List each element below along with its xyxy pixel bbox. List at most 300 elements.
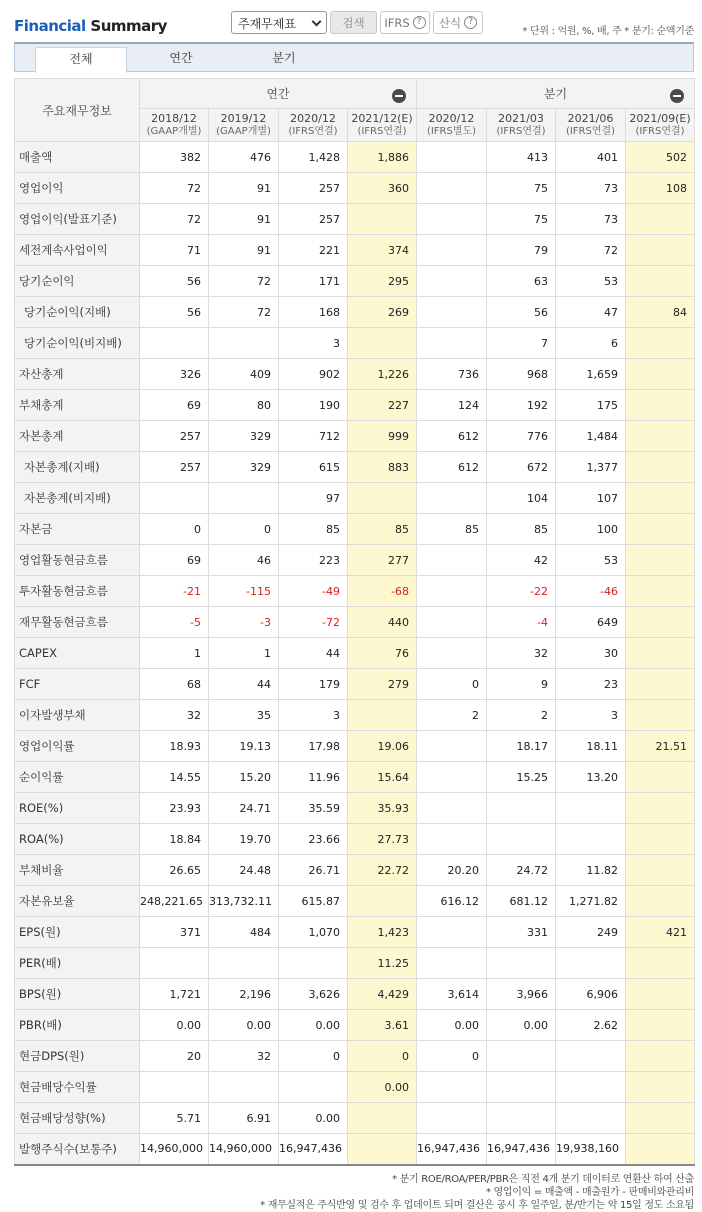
table-cell: 0.00 (279, 1010, 348, 1041)
column-period: 2019/12 (220, 112, 267, 125)
table-cell (626, 669, 695, 700)
table-row (15, 700, 695, 731)
row-label: 매출액 (15, 142, 140, 173)
table-row (15, 669, 695, 700)
table-cell (626, 545, 695, 576)
table-cell: 17.98 (279, 731, 348, 762)
table-cell: 0.00 (417, 1010, 487, 1041)
table-cell: 421 (626, 917, 695, 948)
table-cell: 3 (279, 328, 348, 359)
row-label: 투자활동현금흐름 (15, 576, 140, 607)
table-cell: 27.73 (348, 824, 417, 855)
table-cell: 0 (348, 1041, 417, 1072)
footnote-1: * 분기 ROE/ROA/PER/PBR은 직전 4개 분기 데이터로 연환산 하여 산출 (392, 1174, 694, 1185)
table-cell: 279 (348, 669, 417, 700)
formula-help-button[interactable] (433, 11, 483, 34)
table-cell: 11.96 (279, 762, 348, 793)
table-cell (140, 948, 209, 979)
table-cell: 612 (417, 421, 487, 452)
table-cell (487, 1103, 556, 1134)
search-button-label: 검색 (342, 15, 365, 30)
table-cell: 107 (556, 483, 626, 514)
row-label: 현금배당성향(%) (15, 1103, 140, 1134)
row-label: 영업이익(발표기준) (15, 204, 140, 235)
table-cell: 42 (487, 545, 556, 576)
table-cell: 80 (209, 390, 279, 421)
table-cell (140, 328, 209, 359)
table-row (15, 483, 695, 514)
table-cell: 97 (279, 483, 348, 514)
table-cell: 44 (279, 638, 348, 669)
table-row (15, 1072, 695, 1103)
quarter-group-label: 분기 (543, 87, 568, 101)
unit-note: * 단위 : 억원, %, 배, 주 * 분기: 순액기준 (522, 26, 694, 37)
table-cell: 227 (348, 390, 417, 421)
row-label: 당기순이익 (15, 266, 140, 297)
tab-all[interactable] (35, 47, 127, 73)
table-cell (626, 855, 695, 886)
table-cell: 326 (140, 359, 209, 390)
page-title (14, 17, 167, 35)
table-cell: 0.00 (279, 1103, 348, 1134)
table-cell: 249 (556, 917, 626, 948)
table-cell: 72 (140, 204, 209, 235)
table-cell (626, 1072, 695, 1103)
table-cell: 16,947,436 (487, 1134, 556, 1165)
table-cell (417, 266, 487, 297)
table-cell (626, 204, 695, 235)
table-cell: 883 (348, 452, 417, 483)
table-cell: 32 (209, 1041, 279, 1072)
column-header (417, 109, 487, 142)
table-cell (348, 886, 417, 917)
table-cell (626, 483, 695, 514)
table-row (15, 235, 695, 266)
table-cell: 24.72 (487, 855, 556, 886)
table-row (15, 886, 695, 917)
collapse-annual-icon[interactable] (392, 89, 406, 103)
table-cell: 18.84 (140, 824, 209, 855)
table-cell: 257 (140, 452, 209, 483)
table-cell: 22.72 (348, 855, 417, 886)
table-cell: 19.13 (209, 731, 279, 762)
table-cell: 68 (140, 669, 209, 700)
table-row (15, 1103, 695, 1134)
table-cell (626, 235, 695, 266)
table-cell (417, 297, 487, 328)
table-cell (626, 607, 695, 638)
table-cell: 15.64 (348, 762, 417, 793)
table-cell (209, 948, 279, 979)
table-cell: 502 (626, 142, 695, 173)
table-cell: 124 (417, 390, 487, 421)
table-cell: 3,626 (279, 979, 348, 1010)
table-cell: 413 (487, 142, 556, 173)
table-cell: 11.25 (348, 948, 417, 979)
table-row (15, 948, 695, 979)
table-cell (626, 514, 695, 545)
table-cell: 360 (348, 173, 417, 204)
table-cell: 1 (140, 638, 209, 669)
tab-quarter[interactable] (238, 47, 330, 73)
financial-summary-table (14, 78, 695, 1166)
table-cell: 0 (279, 1041, 348, 1072)
column-basis: (IFRS연결) (496, 126, 546, 137)
table-cell: 329 (209, 421, 279, 452)
row-label: 영업이익 (15, 173, 140, 204)
table-cell: 47 (556, 297, 626, 328)
table-cell: 0.00 (140, 1010, 209, 1041)
table-cell: -115 (209, 576, 279, 607)
row-label: BPS(원) (15, 979, 140, 1010)
table-cell: 11.82 (556, 855, 626, 886)
row-label: 당기순이익(지배) (15, 297, 140, 328)
tab-all-label: 전체 (69, 52, 93, 66)
table-cell: -4 (487, 607, 556, 638)
table-cell: -3 (209, 607, 279, 638)
row-label: 세전계속사업이익 (15, 235, 140, 266)
table-cell: 15.20 (209, 762, 279, 793)
table-cell (626, 886, 695, 917)
table-cell: 6 (556, 328, 626, 359)
table-cell: 2,196 (209, 979, 279, 1010)
table-cell: 84 (626, 297, 695, 328)
table-cell: 14,960,000 (140, 1134, 209, 1165)
column-basis: (IFRS연결) (565, 126, 616, 137)
table-cell: 5.71 (140, 1103, 209, 1134)
table-row (15, 390, 695, 421)
chevron-down-icon (312, 17, 322, 27)
row-label: 발행주식수(보통주) (15, 1134, 140, 1165)
table-row (15, 173, 695, 204)
table-cell: 0 (417, 1041, 487, 1072)
table-cell: 35.59 (279, 793, 348, 824)
table-cell: 3.61 (348, 1010, 417, 1041)
table-cell: 75 (487, 173, 556, 204)
table-cell (626, 762, 695, 793)
table-cell (626, 638, 695, 669)
table-cell: 382 (140, 142, 209, 173)
table-cell: 76 (348, 638, 417, 669)
table-cell: 18.11 (556, 731, 626, 762)
column-header (348, 109, 417, 142)
table-cell: 85 (487, 514, 556, 545)
row-label: PER(배) (15, 948, 140, 979)
table-cell: 1,423 (348, 917, 417, 948)
table-row (15, 142, 695, 173)
top-bar (0, 0, 702, 42)
table-cell (417, 607, 487, 638)
table-cell: 13.20 (556, 762, 626, 793)
row-label: 부채비율 (15, 855, 140, 886)
table-cell (348, 1103, 417, 1134)
table-row (15, 731, 695, 762)
column-basis: (IFRS연결) (635, 126, 685, 137)
table-cell: -46 (556, 576, 626, 607)
table-row (15, 824, 695, 855)
row-label: 순이익률 (15, 762, 140, 793)
table-cell (626, 1041, 695, 1072)
row-label: PBR(배) (15, 1010, 140, 1041)
table-row (15, 576, 695, 607)
column-header (626, 109, 695, 142)
ifrs-button-label: IFRS (384, 15, 410, 30)
table-cell (348, 328, 417, 359)
table-cell: 24.48 (209, 855, 279, 886)
table-cell: 30 (556, 638, 626, 669)
table-row (15, 793, 695, 824)
table-cell: 1,070 (279, 917, 348, 948)
table-cell: 108 (626, 173, 695, 204)
row-label: 자산총계 (15, 359, 140, 390)
table-cell (626, 824, 695, 855)
table-cell: 269 (348, 297, 417, 328)
table-cell: 221 (279, 235, 348, 266)
column-period: 2021/09(E) (629, 112, 691, 125)
table-cell (417, 1072, 487, 1103)
row-label: 자본총계(비지배) (15, 483, 140, 514)
table-cell: 35 (209, 700, 279, 731)
table-row (15, 266, 695, 297)
table-cell: 7 (487, 328, 556, 359)
table-cell: 19.70 (209, 824, 279, 855)
row-label: ROA(%) (15, 824, 140, 855)
table-cell: 179 (279, 669, 348, 700)
row-label: 현금DPS(원) (15, 1041, 140, 1072)
column-period: 2021/12(E) (351, 112, 413, 125)
table-cell: 295 (348, 266, 417, 297)
table-cell: 100 (556, 514, 626, 545)
table-cell: 9 (487, 669, 556, 700)
table-cell (626, 452, 695, 483)
table-cell: 53 (556, 545, 626, 576)
row-label: FCF (15, 669, 140, 700)
table-cell: 1,484 (556, 421, 626, 452)
column-period: 2020/12 (428, 112, 475, 125)
table-cell (140, 483, 209, 514)
table-cell (348, 204, 417, 235)
table-cell (556, 948, 626, 979)
table-cell: 476 (209, 142, 279, 173)
table-cell: 91 (209, 204, 279, 235)
column-period: 2021/03 (498, 112, 544, 125)
table-cell: 175 (556, 390, 626, 421)
table-cell: 91 (209, 173, 279, 204)
period-tabs (14, 42, 694, 72)
table-row (15, 328, 695, 359)
row-label: 자본금 (15, 514, 140, 545)
table-cell: 44 (209, 669, 279, 700)
table-cell: 192 (487, 390, 556, 421)
table-cell (279, 1072, 348, 1103)
table-cell: 23.93 (140, 793, 209, 824)
table-cell: 331 (487, 917, 556, 948)
table-row (15, 638, 695, 669)
table-cell: -49 (279, 576, 348, 607)
table-cell (626, 793, 695, 824)
table-cell: 85 (279, 514, 348, 545)
table-cell (626, 1103, 695, 1134)
row-label: 영업이익률 (15, 731, 140, 762)
table-cell (487, 1072, 556, 1103)
table-cell: 257 (140, 421, 209, 452)
table-cell (279, 948, 348, 979)
table-cell: 23.66 (279, 824, 348, 855)
table-cell: 32 (140, 700, 209, 731)
table-cell (556, 824, 626, 855)
table-cell: 73 (556, 204, 626, 235)
table-cell: 190 (279, 390, 348, 421)
table-row (15, 359, 695, 390)
question-icon: ? (464, 16, 477, 29)
row-label: 부채총계 (15, 390, 140, 421)
table-cell: 79 (487, 235, 556, 266)
table-cell: 257 (279, 204, 348, 235)
table-cell (417, 204, 487, 235)
table-cell: 712 (279, 421, 348, 452)
table-row (15, 1010, 695, 1041)
table-cell (487, 1041, 556, 1072)
table-row (15, 297, 695, 328)
table-row (15, 452, 695, 483)
row-label: EPS(원) (15, 917, 140, 948)
footnote-3: * 재무실적은 주식반영 및 검수 후 업데이트 되며 결산은 공시 후 일주일, 분/반기는 약 15일 정도 소요됨 (260, 1200, 694, 1211)
row-label: CAPEX (15, 638, 140, 669)
row-label: 이자발생부채 (15, 700, 140, 731)
table-cell: -68 (348, 576, 417, 607)
table-cell: 440 (348, 607, 417, 638)
table-cell: 1 (209, 638, 279, 669)
column-basis: (GAAP개별) (216, 126, 271, 137)
row-label: 재무활동현금흐름 (15, 607, 140, 638)
table-cell: 171 (279, 266, 348, 297)
table-cell: 615 (279, 452, 348, 483)
table-cell: 85 (348, 514, 417, 545)
quarter-group-header (417, 79, 695, 109)
table-cell (626, 266, 695, 297)
column-basis: (IFRS연결) (357, 126, 407, 137)
table-cell: 104 (487, 483, 556, 514)
table-cell (417, 948, 487, 979)
statement-type-value: 주재무제표 (238, 17, 296, 31)
table-cell (417, 576, 487, 607)
table-cell: 999 (348, 421, 417, 452)
table-cell: 257 (279, 173, 348, 204)
column-period: 2018/12 (151, 112, 197, 125)
table-cell (209, 328, 279, 359)
table-cell: 2 (487, 700, 556, 731)
table-cell (348, 1134, 417, 1165)
table-cell: 3 (556, 700, 626, 731)
table-cell (348, 700, 417, 731)
table-cell: 18.93 (140, 731, 209, 762)
column-basis: (IFRS연결) (288, 126, 338, 137)
table-row (15, 607, 695, 638)
table-cell (626, 700, 695, 731)
table-cell: 168 (279, 297, 348, 328)
row-label: 현금배당수익률 (15, 1072, 140, 1103)
table-cell (209, 1072, 279, 1103)
table-cell: 53 (556, 266, 626, 297)
table-row (15, 1041, 695, 1072)
row-label: 자본총계(지배) (15, 452, 140, 483)
table-cell (626, 1010, 695, 1041)
table-row (15, 855, 695, 886)
collapse-quarter-icon[interactable] (670, 89, 684, 103)
table-cell (556, 1041, 626, 1072)
table-cell: 69 (140, 390, 209, 421)
table-cell: 26.71 (279, 855, 348, 886)
table-cell: 681.12 (487, 886, 556, 917)
table-corner-header: 주요재무정보 (15, 79, 140, 142)
table-cell: 63 (487, 266, 556, 297)
tab-quarter-label: 분기 (272, 51, 296, 65)
table-cell: 223 (279, 545, 348, 576)
row-label: 자본총계 (15, 421, 140, 452)
table-cell: 4,429 (348, 979, 417, 1010)
table-cell (487, 824, 556, 855)
table-cell: 616.12 (417, 886, 487, 917)
table-cell: 20.20 (417, 855, 487, 886)
table-cell: 6.91 (209, 1103, 279, 1134)
table-cell (417, 545, 487, 576)
table-cell (556, 793, 626, 824)
tab-annual[interactable] (135, 47, 227, 73)
table-cell: 1,721 (140, 979, 209, 1010)
statement-type-select[interactable] (231, 11, 327, 34)
table-cell: 18.17 (487, 731, 556, 762)
table-cell: -22 (487, 576, 556, 607)
table-cell (417, 1103, 487, 1134)
table-cell (556, 1103, 626, 1134)
column-header (209, 109, 279, 142)
table-row (15, 204, 695, 235)
table-cell: 329 (209, 452, 279, 483)
table-cell: 1,886 (348, 142, 417, 173)
row-label: 당기순이익(비지배) (15, 328, 140, 359)
table-cell: 0.00 (487, 1010, 556, 1041)
table-cell (417, 638, 487, 669)
table-cell: 615.87 (279, 886, 348, 917)
search-button[interactable] (330, 11, 377, 34)
table-cell: 248,221.65 (140, 886, 209, 917)
table-row (15, 979, 695, 1010)
table-cell: 3,614 (417, 979, 487, 1010)
table-cell: 3 (279, 700, 348, 731)
row-label: 영업활동현금흐름 (15, 545, 140, 576)
table-cell: 374 (348, 235, 417, 266)
table-cell: 72 (209, 297, 279, 328)
table-cell (417, 173, 487, 204)
column-header (487, 109, 556, 142)
table-cell: 21.51 (626, 731, 695, 762)
table-cell: 776 (487, 421, 556, 452)
table-cell: 14.55 (140, 762, 209, 793)
table-cell (626, 359, 695, 390)
table-cell: 19.06 (348, 731, 417, 762)
table-cell: 409 (209, 359, 279, 390)
table-cell: 612 (417, 452, 487, 483)
table-cell (626, 390, 695, 421)
column-header (140, 109, 209, 142)
table-cell: -5 (140, 607, 209, 638)
table-row (15, 1134, 695, 1165)
table-cell: 14,960,000 (209, 1134, 279, 1165)
table-cell: 902 (279, 359, 348, 390)
ifrs-help-button[interactable] (380, 11, 430, 34)
table-cell (417, 483, 487, 514)
table-cell: 16,947,436 (279, 1134, 348, 1165)
